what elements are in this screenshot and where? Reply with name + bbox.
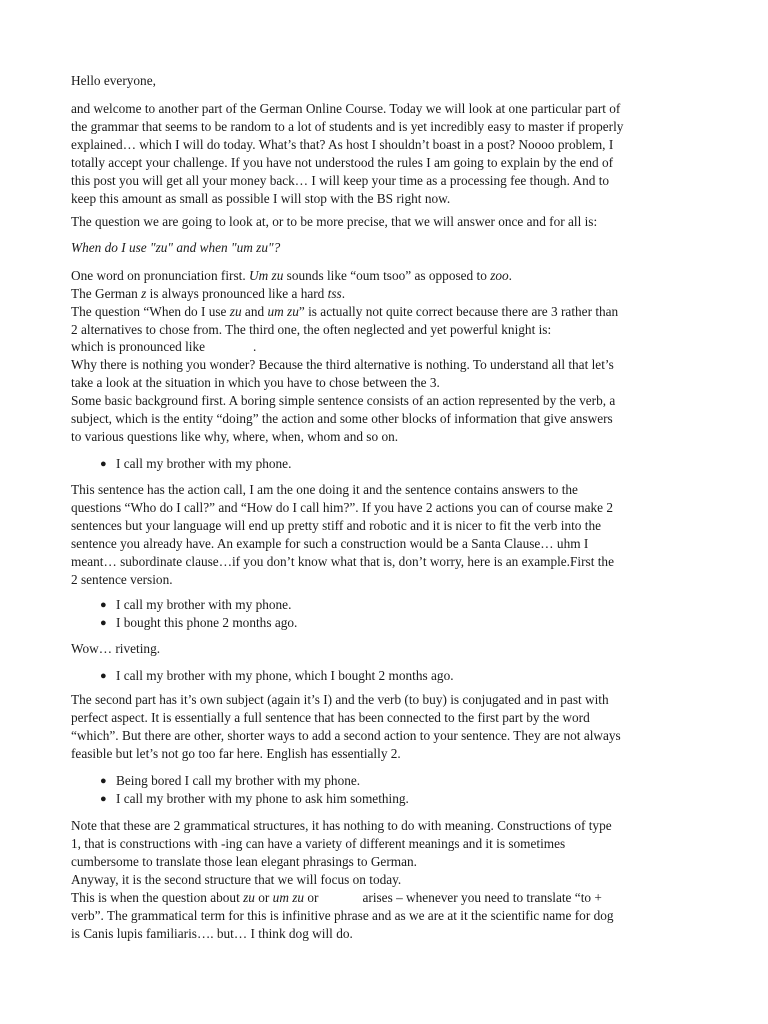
paragraph-line: meant… subordinate clause…if you don’t know what that is, don’t worry, here is an example.First the xyxy=(71,554,614,569)
bullet-icon: ● xyxy=(100,793,107,805)
paragraph-line: is Canis lupis familiaris…. but… I think dog will do. xyxy=(71,926,353,941)
paragraph-line: to various questions like why, where, when, whom and so on. xyxy=(71,429,399,444)
pronunciation-line: The German z is always pronounced like a hard tss. xyxy=(71,286,346,301)
intro-line: this post you will get all your money back… I will keep your time as a processing fee though. And to xyxy=(71,173,610,188)
paragraph-line: verb”. The grammatical term for this is infinitive phrase and as we are at it the scientific name for dog xyxy=(71,908,614,923)
bullet-icon: ● xyxy=(100,617,107,629)
intro-line: keep this amount as small as possible I will stop with the BS right now. xyxy=(71,191,451,206)
paragraph-line: perfect aspect. It is essentially a full sentence that has been connected to the first part by the word xyxy=(71,710,590,725)
list-item: I call my brother with my phone, which I bought 2 months ago. xyxy=(116,668,454,683)
paragraph-line: The second part has it’s own subject (again it’s I) and the verb (to buy) is conjugated and in past with xyxy=(71,692,609,707)
list-item: Being bored I call my brother with my phone. xyxy=(116,773,361,788)
intro-line: and welcome to another part of the German Online Course. Today we will look at one particular part of xyxy=(71,101,621,116)
list-item: I call my brother with my phone. xyxy=(116,597,292,612)
paragraph-line: Wow… riveting. xyxy=(71,641,161,656)
intro-line: totally accept your challenge. If you have not understood the rules I am going to explain by the end of xyxy=(71,155,614,170)
intro-line: the grammar that seems to be random to a lot of students and is yet incredibly easy to master if properly xyxy=(71,119,624,134)
paragraph-line: This is when the question about zu or um zu or arises – whenever you need to translate “to + xyxy=(71,890,602,905)
bullet-icon: ● xyxy=(100,775,107,787)
bullet-icon: ● xyxy=(100,458,107,470)
paragraph-line: “which”. But there are other, shorter ways to add a second action to your sentence. They are not always xyxy=(71,728,621,743)
paragraph-line: Note that these are 2 grammatical structures, it has nothing to do with meaning. Constructions of type xyxy=(71,818,612,833)
paragraph-line: cumbersome to translate those lean elegant phrasings to German. xyxy=(71,854,417,869)
list-item: I call my brother with my phone. xyxy=(116,456,292,471)
paragraph-line: take a look at the situation in which you have to chose between the 3. xyxy=(71,375,440,390)
paragraph-line: feasible but let’s not go too far here. English has essentially 2. xyxy=(71,746,401,761)
pronunciation-line: which is pronounced like . xyxy=(71,339,257,354)
list-item: I bought this phone 2 months ago. xyxy=(116,615,298,630)
paragraph-line: Some basic background first. A boring simple sentence consists of an action represented by the verb, a xyxy=(71,393,616,408)
bullet-icon: ● xyxy=(100,670,107,682)
intro-line: explained… which I will do today. What’s that? As host I shouldn’t boast in a post? Noooo problem, I xyxy=(71,137,614,152)
paragraph-line: Why there is nothing you wonder? Because the third alternative is nothing. To understand all that let’s xyxy=(71,357,614,372)
question-line: The question we are going to look at, or to be more precise, that we will answer once and for all is: xyxy=(71,214,598,229)
paragraph-line: questions “Who do I call?” and “How do I call him?”. If you have 2 actions you can of course make 2 xyxy=(71,500,614,515)
paragraph-line: subject, which is the entity “doing” the action and some other blocks of information that give answers xyxy=(71,411,613,426)
paragraph-line: This sentence has the action call, I am the one doing it and the sentence contains answers to the xyxy=(71,482,578,497)
paragraph-line: 1, that is constructions with -ing can have a variety of different meanings and it is sometimes xyxy=(71,836,566,851)
bullet-icon: ● xyxy=(100,599,107,611)
list-item: I call my brother with my phone to ask him something. xyxy=(116,791,409,806)
paragraph-line: 2 sentence version. xyxy=(71,572,173,587)
paragraph-line: sentences but your language will end up pretty stiff and robotic and it is nicer to fit the verb into the xyxy=(71,518,602,533)
greeting: Hello everyone, xyxy=(71,73,156,88)
pronunciation-line: One word on pronunciation first. Um zu sounds like “oum tsoo” as opposed to zoo. xyxy=(71,268,512,283)
pronunciation-line: 2 alternatives to chose from. The third one, the often neglected and yet powerful knight is: xyxy=(71,322,552,337)
pronunciation-line: The question “When do I use zu and um zu” is actually not quite correct because there are 3 rather than xyxy=(71,304,619,319)
section-heading: When do I use "zu" and when "um zu"? xyxy=(71,240,281,255)
paragraph-line: sentence you already have. An example for such a construction would be a Santa Clause… uhm I xyxy=(71,536,589,551)
paragraph-line: Anyway, it is the second structure that we will focus on today. xyxy=(71,872,402,887)
